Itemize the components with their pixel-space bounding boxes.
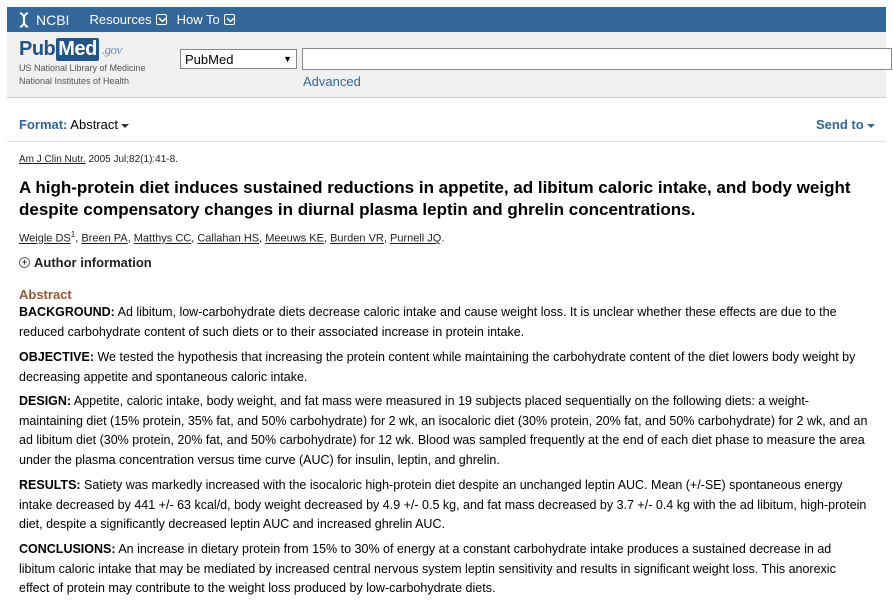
pubmed-logo-link[interactable] <box>19 38 146 87</box>
journal-link[interactable]: Am J Clin Nutr. <box>19 154 86 165</box>
ncbi-logo-link[interactable] <box>17 12 69 28</box>
send-to-label: Send to <box>816 117 864 132</box>
author-information-toggle[interactable] <box>19 255 152 270</box>
resources-menu[interactable] <box>89 12 166 27</box>
abstract-objective <box>19 348 869 387</box>
author-link[interactable]: Breen PA <box>81 232 128 245</box>
how-to-menu-label: How To <box>176 12 220 27</box>
pubmed-logo-pub: Pub <box>19 38 56 60</box>
how-to-menu[interactable] <box>177 12 235 27</box>
caret-down-icon <box>867 124 875 128</box>
citation-details: 2005 Jul;82(1):41-8. <box>85 154 178 165</box>
section-text: Ad libitum, low-carbohydrate diets decrease caloric intake and cause weight loss. It is unclear whether these effects are due to the reduced carbohydrate content of such diets or to their associated increase in protein intake. <box>19 305 837 339</box>
nih-label: National Institutes of Health <box>19 76 130 86</box>
author-link[interactable]: Purnell JQ <box>390 232 442 245</box>
pubmed-logo-med: Med <box>58 38 97 60</box>
pubmed-logo-gov: .gov <box>101 41 122 57</box>
send-to-button[interactable] <box>816 117 875 132</box>
section-label: CONCLUSIONS: <box>19 542 116 556</box>
chevron-down-icon <box>224 14 235 25</box>
section-label: RESULTS: <box>19 478 81 492</box>
caret-down-icon <box>121 124 129 128</box>
divider <box>7 141 886 142</box>
chevron-down-icon <box>156 14 167 25</box>
author-affiliation-sup: 1 <box>70 230 76 239</box>
ncbi-top-bar <box>7 7 886 32</box>
author-link[interactable]: Matthys CC <box>133 232 192 245</box>
search-header <box>7 32 886 98</box>
ncbi-logo-text: NCBI <box>36 11 70 28</box>
section-label: BACKGROUND: <box>19 305 115 319</box>
abstract-conclusions <box>19 540 869 599</box>
section-text: Satiety was markedly increased with the isocaloric high-protein diet despite an unchanged leptin AUC. Mean (+/-SE) spontaneous energy intake decreased by 441 +/- 63 kcal/d, body weight decreased by 4.9 +/- 0.5 kg, and fat mass decreased by 3.7 +/- 0.4 kg with the ad libitum, high-protein diet, despite a significantly decreased leptin AUC and increased ghrelin AUC. <box>19 478 867 531</box>
expand-plus-icon: + <box>19 257 30 268</box>
author-information-label: Author information <box>34 255 152 270</box>
citation <box>19 154 178 165</box>
dropdown-arrow-icon: ▼ <box>283 54 292 64</box>
author-link[interactable]: Callahan HS <box>197 232 260 245</box>
section-label: DESIGN: <box>19 394 72 408</box>
author-link[interactable]: Burden VR <box>330 232 384 245</box>
format-selector[interactable] <box>19 117 129 132</box>
search-input[interactable] <box>302 48 892 70</box>
article-title: A high-protein diet induces sustained reductions in appetite, ad libitum caloric intake, and body weight despite compensatory changes in diurnal plasma leptin and ghrelin concentrations. <box>19 178 851 219</box>
advanced-search-link[interactable]: Advanced <box>303 74 361 89</box>
abstract-background <box>19 303 869 342</box>
format-label: Format: <box>19 117 68 132</box>
abstract-design <box>19 392 869 470</box>
format-value: Abstract <box>70 117 118 132</box>
section-text: We tested the hypothesis that increasing the protein content while maintaining the carbohydrate content of the diet lowers body weight by decreasing appetite and spontaneous caloric intake. <box>19 350 856 384</box>
pubmed-logo <box>19 38 146 61</box>
author-link[interactable]: Weigle DS <box>19 232 71 245</box>
resources-menu-label: Resources <box>89 12 152 27</box>
section-label: OBJECTIVE: <box>19 350 95 364</box>
ncbi-helix-icon <box>17 12 31 28</box>
author-list: Weigle $DS^1$, Breen PA, Matthys CC, Callahan HS, Meeuws KE, Burden VR, Purnell JQ. <box>19 230 445 245</box>
abstract-results <box>19 476 869 535</box>
section-text: Appetite, caloric intake, body weight, and fat mass were measured in 19 subjects placed sequentially on the following diets: a weight-maintaining diet (15% protein, 35% fat, and 50% carbohydrate) for 2 wk, an isocaloric diet (30% protein, 20% fat, and 50% carbohydrate) for 2 wk, and an ad libitum diet (30% protein, 20% fat, and 50% carbohydrate) for 12 wk. Blood was sampled frequently at the end of each diet phase to measure the area under the plasma concentration versus time curve (AUC) for insulin, leptin, and ghrelin. <box>19 394 868 467</box>
abstract-heading: Abstract <box>19 287 72 302</box>
nlm-label: US National Library of Medicine <box>19 63 146 73</box>
database-select[interactable] <box>180 49 297 69</box>
author-link[interactable]: Meeuws KE <box>265 232 324 245</box>
database-select-value: PubMed <box>185 51 234 67</box>
section-text: An increase in dietary protein from 15% to 30% of energy at a constant carbohydrate intake produces a sustained decrease in ad libitum caloric intake that may be mediated by increased central nervous system leptin sensitivity and results in significant weight loss. This anorexic effect of protein may contribute to the weight loss produced by low-carbohydrate diets. <box>19 542 836 595</box>
